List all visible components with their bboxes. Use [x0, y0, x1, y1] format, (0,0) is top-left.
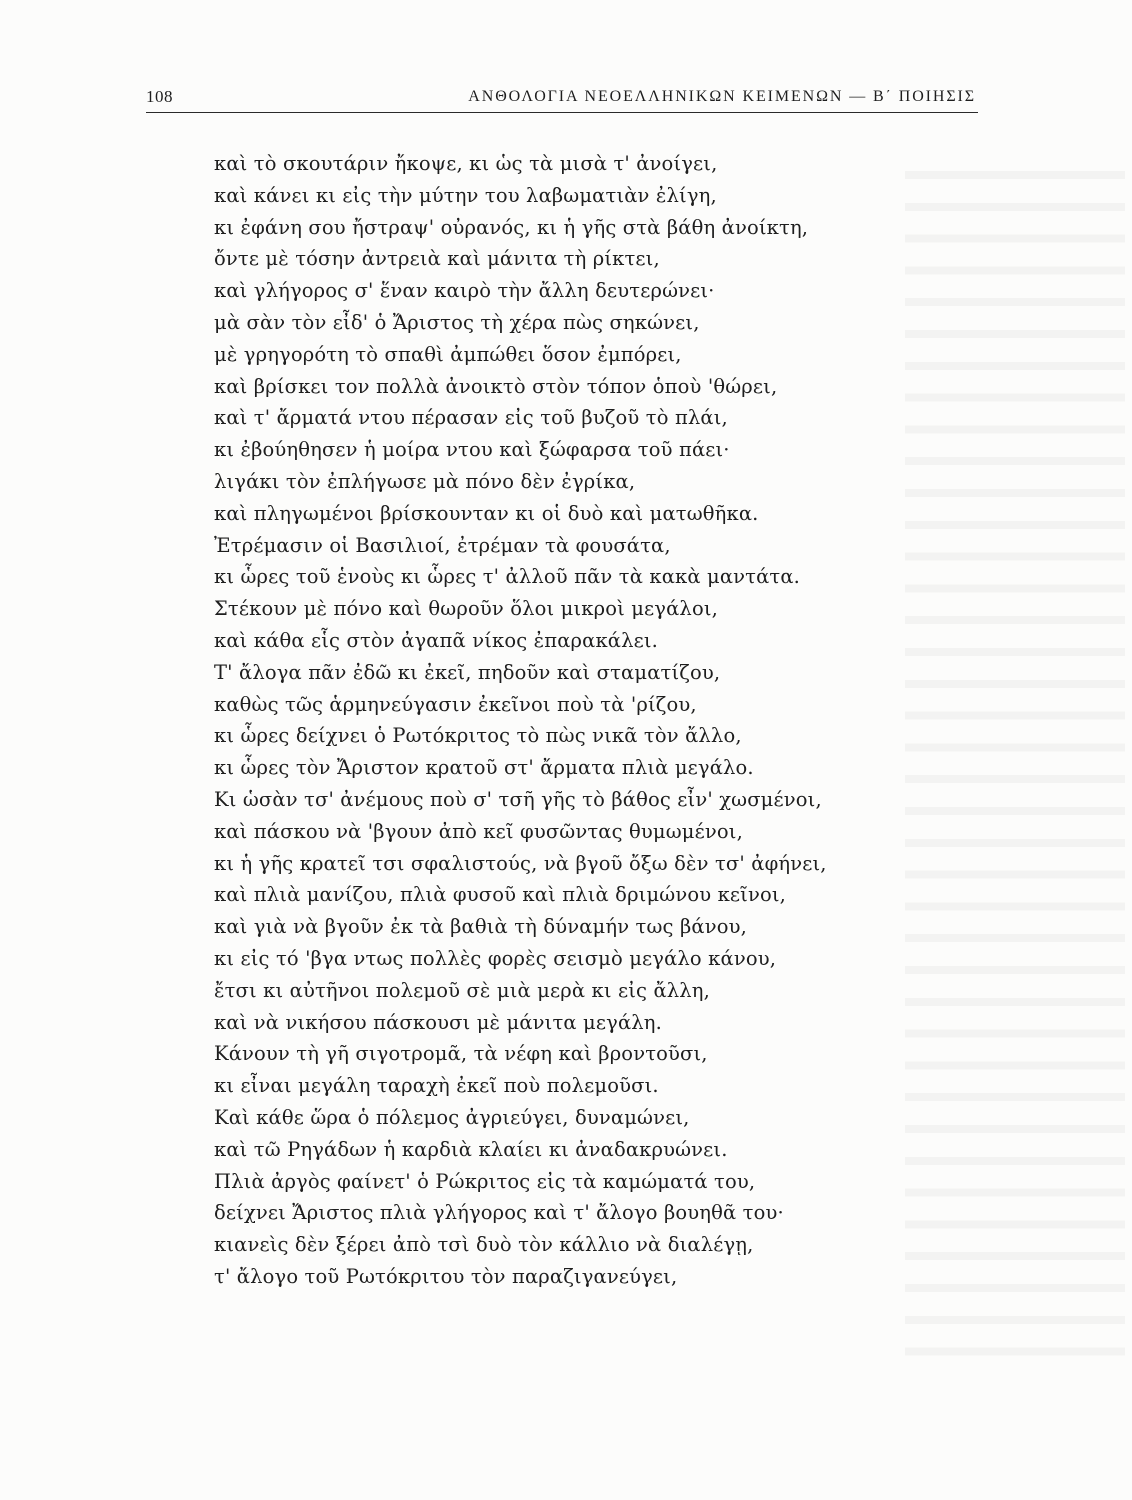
verse-line: κι εἰς τό 'βγα ντως πολλὲς φορὲς σεισμὸ μεγάλο κάνου, [214, 946, 777, 970]
verse-line: καὶ πληγωμένοι βρίσκουνταν κι οἱ δυὸ καὶ ματωθῆκα. [214, 501, 759, 525]
verse-line: καὶ νὰ νικήσου πάσκουσι μὲ μάνιτα μεγάλη. [214, 1010, 662, 1034]
verse-line: καὶ τὸ σκουτάριν ἤκοψε, κι ὡς τὰ μισὰ τ' ἀνοίγει, [214, 152, 718, 175]
verse-line: Καὶ κάθε ὥρα ὁ πόλεμος ἀγριεύγει, δυναμώνει, [214, 1105, 690, 1129]
verse-line: μὰ σὰν τὸν εἶδ' ὁ Ἄριστος τὴ χέρα πὼς σηκώνει, [214, 310, 700, 334]
verse-line: Κι ὡσὰν τσ' ἀνέμους ποὺ σ' τσῆ γῆς τὸ βάθος εἶν' χωσμένοι, [214, 787, 822, 811]
verse-line: καθὼς τῶς ἁρμηνεύγασιν ἐκεῖνοι ποὺ τὰ 'ρίζου, [214, 692, 697, 716]
verse-line: κι ὧρες τὸν Ἄριστον κρατοῦ στ' ἄρματα πλιὰ μεγάλο. [214, 756, 754, 780]
verse-line: καὶ κάνει κι εἰς τὴν μύτην του λαβωματιὰν ἐλίγη, [214, 183, 717, 207]
bleed-through-texture [905, 155, 1125, 1375]
verse-line: καὶ γλήγορος σ' ἕναν καιρὸ τὴν ἄλλη δευτερώνει· [214, 279, 715, 303]
running-head: ΑΝΘΟΛΟΓΙΑ ΝΕΟΕΛΛΗΝΙΚΩΝ ΚΕΙΜΕΝΩΝ — Β΄ ΠΟΙΗΣΙΣ [468, 88, 976, 105]
verse-line: κι ὧρες τοῦ ἑνοὺς κι ὧρες τ' ἀλλοῦ πᾶν τὰ κακὰ μαντάτα. [214, 565, 801, 589]
verse-line: δείχνει Ἄριστος πλιὰ γλήγορος καὶ τ' ἄλογο βουηθᾶ του· [214, 1201, 784, 1225]
verse-line: μὲ γρηγορότη τὸ σπαθὶ ἀμπώθει ὅσον ἐμπόρει, [214, 342, 682, 366]
verse-line: Τ' ἄλογα πᾶν ἐδῶ κι ἐκεῖ, πηδοῦν καὶ σταματίζου, [214, 660, 721, 684]
verse-line: κιανεὶς δὲν ξέρει ἀπὸ τσὶ δυὸ τὸν κάλλιο νὰ διαλέγῃ, [214, 1233, 754, 1257]
verse-line: λιγάκι τὸν ἐπλήγωσε μὰ πόνο δὲν ἐγρίκα, [214, 469, 636, 493]
verse-line: κι εἶναι μεγάλη ταραχὴ ἐκεῖ ποὺ πολεμοῦσι. [214, 1074, 659, 1098]
poem-text [214, 148, 904, 1293]
verse-line: ἔτσι κι αὐτῆνοι πολεμοῦ σὲ μιὰ μερὰ κι εἰς ἄλλη, [214, 978, 710, 1002]
verse-line: καὶ τῶ Ρηγάδων ἡ καρδιὰ κλαίει κι ἀναδακρυώνει. [214, 1137, 728, 1161]
page-header [146, 86, 978, 113]
verse-line: Στέκουν μὲ πόνο καὶ θωροῦν ὅλοι μικροὶ μεγάλοι, [214, 597, 718, 621]
page-number: 108 [146, 87, 173, 106]
verse-line: ὄντε μὲ τόσην ἀντρειὰ καὶ μάνιτα τὴ ρίκτει, [214, 247, 660, 271]
verse-line: καὶ κάθα εἷς στὸν ἀγαπᾶ νίκος ἐπαρακάλει. [214, 628, 659, 652]
verse-line: κι ἡ γῆς κρατεῖ τσι σφαλιστούς, νὰ βγοῦ ὄξω δὲν τσ' ἀφήνει, [214, 851, 827, 875]
verse-line: κι ὧρες δείχνει ὁ Ρωτόκριτος τὸ πὼς νικᾶ τὸν ἄλλο, [214, 724, 742, 748]
verse-line: καὶ πάσκου νὰ 'βγουν ἀπὸ κεῖ φυσῶντας θυμωμένοι, [214, 819, 743, 843]
verse-line: καὶ τ' ἄρματά ντου πέρασαν εἰς τοῦ βυζοῦ τὸ πλάι, [214, 406, 728, 430]
verse-line: καὶ γιὰ νὰ βγοῦν ἐκ τὰ βαθιὰ τὴ δύναμήν τως βάνου, [214, 915, 747, 939]
verse-line: Πλιὰ ἀργὸς φαίνετ' ὁ Ρώκριτος εἰς τὰ καμώματά του, [214, 1169, 756, 1193]
verse-line: τ' ἄλογο τοῦ Ρωτόκριτου τὸν παραζιγανεύγει, [214, 1264, 678, 1288]
verse-line: καὶ πλιὰ μανίζου, πλιὰ φυσοῦ καὶ πλιὰ δριμώνου κεῖνοι, [214, 883, 787, 907]
verse-line: Ἐτρέμασιν οἱ Βασιλιοί, ἐτρέμαν τὰ φουσάτα, [214, 533, 671, 557]
verse-line: Κάνουν τὴ γῆ σιγοτρομᾶ, τὰ νέφη καὶ βροντοῦσι, [214, 1042, 708, 1066]
verse-line: καὶ βρίσκει τον πολλὰ ἀνοικτὸ στὸν τόπον ὁποὺ 'θώρει, [214, 374, 778, 398]
verse-line: κι ἐβούηθησεν ἡ μοίρα ντου καὶ ξώφαρσα τοῦ πάει· [214, 438, 730, 462]
verse-line: κι ἐφάνη σου ἤστραψ' οὐρανός, κι ἡ γῆς στὰ βάθη ἀνοίκτη, [214, 215, 809, 239]
